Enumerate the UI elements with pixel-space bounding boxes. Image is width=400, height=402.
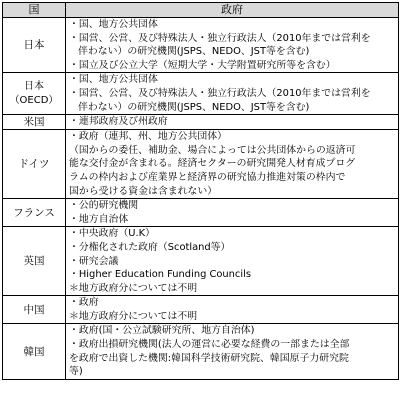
table-row-japan-oecd — [3, 73, 399, 115]
government-item: ・地方自治体 — [69, 213, 129, 225]
government-item: 伴わない）の研究機関(JSPS、NEDO、JST等を含む) — [78, 101, 310, 113]
government-item: ＊地方政府分については不明 — [69, 282, 198, 294]
country-name: 日本 — [23, 39, 45, 52]
table-body — [3, 18, 399, 380]
government-item: 国から受ける資金は含まれない） — [69, 185, 218, 197]
table-row-france — [3, 199, 399, 227]
government-item: ・公的研究機関 — [69, 200, 139, 212]
government-cell — [66, 199, 399, 227]
table-row-japan — [3, 18, 399, 73]
government-cell — [66, 324, 399, 379]
government-item: ・分権化された政府（Scotland等） — [69, 241, 231, 253]
government-item: ・中央政府（U.K） — [69, 228, 155, 240]
government-cell — [66, 296, 399, 324]
table-row-korea — [3, 324, 399, 379]
government-item: ・政府（連邦、州、地方公共団体） — [69, 131, 228, 143]
country-cell — [3, 18, 66, 73]
country-cell — [3, 130, 66, 199]
table-row-germany — [3, 130, 399, 199]
government-cell — [66, 227, 399, 296]
country-name: 日本 — [24, 80, 44, 92]
government-item: ・Higher Education Funding Councils — [69, 269, 251, 281]
government-cell — [66, 130, 399, 199]
government-item: ラムの枠内および産業界と経済界の研究協力推進対策の枠内で — [69, 171, 346, 183]
country-name: 英国 — [23, 255, 45, 268]
country-cell — [3, 227, 66, 296]
country-name: 韓国 — [23, 345, 45, 358]
government-item: ・国営、公営、及び特殊法人・独立行政法人（2010年までは営利を — [69, 32, 371, 44]
government-item: ・連邦政府及び州政府 — [69, 116, 168, 128]
country-name: ドイツ — [18, 158, 50, 171]
table-row-usa — [3, 115, 399, 130]
header-government: 政府 — [66, 3, 399, 18]
country-cell — [3, 73, 66, 115]
country-cell — [3, 324, 66, 379]
table-row-china — [3, 296, 399, 324]
government-item: ＊地方政府分については不明 — [69, 310, 198, 322]
government-item: ・国営、公営、及び特殊法人・独立行政法人（2010年までは営利を — [69, 87, 371, 99]
government-item: 伴わない）の研究機関(JSPS、NEDO、JST等を含む) — [78, 46, 310, 58]
government-sector-definitions-table — [2, 2, 399, 380]
country-cell — [3, 296, 66, 324]
government-item: ・政府 — [69, 297, 99, 309]
government-item: ・研究会議 — [69, 255, 119, 267]
country-name: 米国 — [23, 116, 45, 129]
country-name: 中国 — [23, 303, 45, 316]
government-item: を政府で出資した機関:韓国科学技術研究院、韓国原子力研究院 — [69, 352, 349, 364]
government-item: ・国、地方公共団体 — [69, 74, 158, 86]
government-item: 能な交付金が含まれる。経済セクターの研究開発人材育成プログ — [69, 158, 356, 170]
government-cell — [66, 73, 399, 115]
government-item: ・政府(国・公立試験研究所、地方自治体) — [69, 325, 255, 337]
country-name: （OECD） — [9, 94, 59, 106]
header-row — [3, 3, 399, 18]
country-cell — [3, 199, 66, 227]
government-item: （国からの委任、補助金、場合によっては公共団体からの返済可 — [69, 144, 356, 156]
government-cell — [66, 115, 399, 130]
government-item: 等) — [69, 366, 83, 378]
government-item: ・国、地方公共団体 — [69, 19, 158, 30]
government-item: ・政府出損研究機関(法人の運営に必要な経費の一部または全部 — [69, 339, 350, 351]
country-name: フランス — [13, 206, 55, 219]
table-row-uk — [3, 227, 399, 296]
government-item: ・国立及び公立大学（短期大学・大学附置研究所等を含む） — [69, 59, 336, 71]
header-country: 国 — [3, 3, 66, 18]
country-cell — [3, 115, 66, 130]
government-cell — [66, 18, 399, 73]
